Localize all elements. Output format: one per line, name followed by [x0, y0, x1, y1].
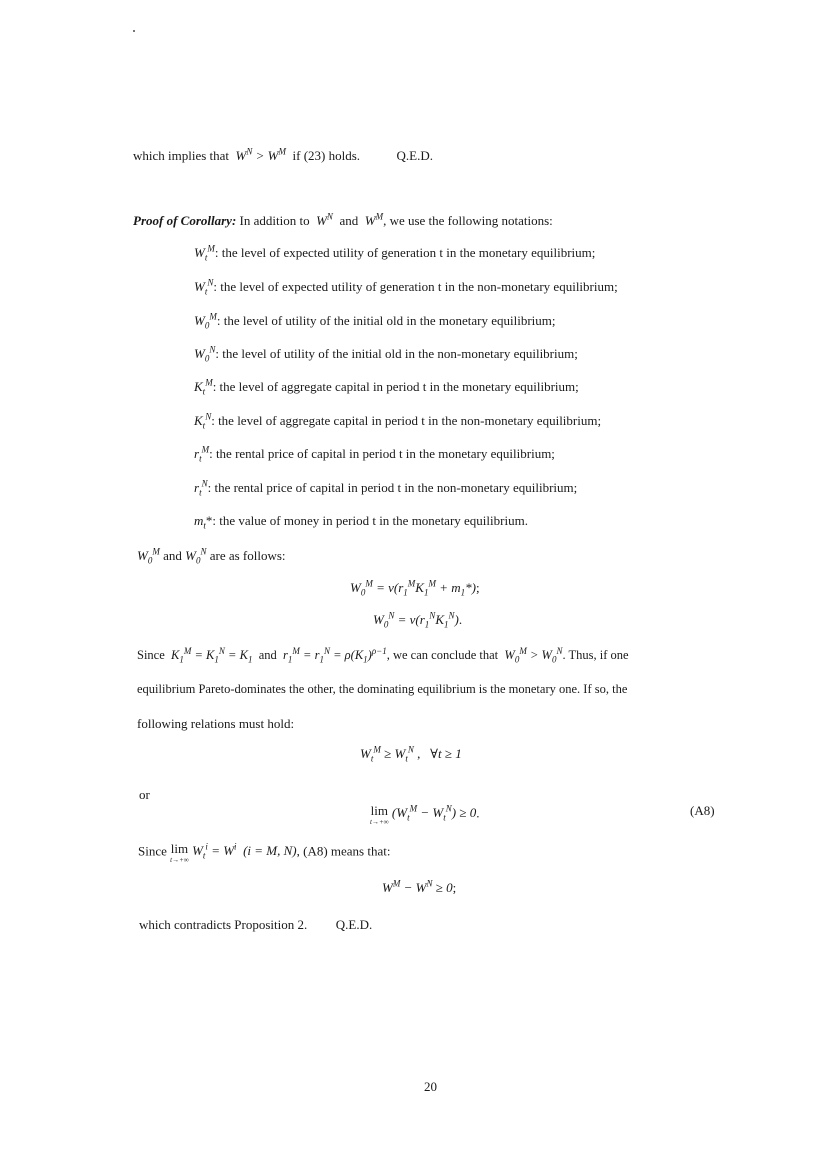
corollary-intro: In addition to [239, 213, 310, 228]
equation-a8: lim t→+∞ $(W_t^M - W_t^N) \ge 0$. [370, 803, 480, 826]
paragraph-line: following relations must hold: [137, 716, 295, 731]
notation-item: $W_0^M$: the level of utility of the initial old in the monetary equilibrium; [194, 311, 556, 331]
qed-mark: Q.E.D. [335, 917, 373, 932]
equation-inequality: $W_t^M \ge W_t^N$ , ∀t ≥ 1 [360, 744, 462, 764]
are-as-follows-line: $W_0^M$ and $W_0^N$ are as follows: [137, 546, 286, 566]
notation-item: $W_t^M$: the level of expected utility of generation t in the monetary equilibrium; [194, 243, 596, 263]
corollary-intro-and: and [339, 213, 359, 228]
notation-item: $r_t^N$: the rental price of capital in period t in the non-monetary equilibrium; [194, 478, 578, 498]
qed-mark: Q.E.D. [396, 148, 434, 163]
notation-item: $K_t^M$: the level of aggregate capital in period t in the monetary equilibrium; [194, 377, 579, 397]
corollary-heading-line: Proof of Corollary: In addition to $W^N$ and $W^M$, we use the following notations: [133, 211, 553, 228]
notation-item: $W_t^N$: the level of expected utility of generation t in the non-monetary equilibrium; [194, 277, 618, 297]
or-word: or [139, 787, 150, 802]
paragraph-line: equilibrium Pareto-dominates the other, the dominating equilibrium is the monetary one. If so, the [137, 682, 628, 696]
page-number: 20 [424, 1079, 437, 1094]
qed-line: which implies that $W^N > W^M$ if (23) holds. Q.E.D. [133, 146, 434, 163]
notation-item: $r_t^M$: the rental price of capital in period t in the monetary equilibrium; [194, 444, 555, 464]
equation-label: (A8) [690, 803, 715, 818]
equation-w0m: $W_0^M = v(r_1^MK_1^M + m_1*)$; [350, 578, 480, 598]
closing-line: which contradicts Proposition 2. Q.E.D. [139, 917, 373, 932]
notation-item: $W_0^N$: the level of utility of the initial old in the non-monetary equilibrium; [194, 344, 578, 364]
equation-w0n: $W_0^N = v(r_1^NK_1^N)$. [373, 610, 463, 630]
qed-line-text-before: which implies that [133, 148, 230, 163]
corollary-intro-tail: , we use the following notations: [383, 213, 553, 228]
since2-line: Since lim t→+∞ $W_t^i = W^i$ (i = M, N), (A8) means that: [138, 841, 391, 864]
notation-item: $K_t^N$: the level of aggregate capital in period t in the non-monetary equilibrium; [194, 411, 602, 431]
corollary-heading: Proof of Corollary: [133, 213, 237, 228]
scan-speck [133, 30, 135, 32]
notation-item: $m_t*$: the value of money in period t in the monetary equilibrium. [194, 513, 528, 531]
since-line: Since $K_1^M = K_1^N = K_1$ and $r_1^M = r_1^N = \rho(K_1)^{\rho-1}$, we can conclude that $W_0^M > W_0^N$. Thus, if one [137, 645, 629, 665]
equation-final: $W^M - W^N \ge 0$; [382, 878, 457, 895]
qed-line-text-after: if (23) holds. [292, 148, 361, 163]
